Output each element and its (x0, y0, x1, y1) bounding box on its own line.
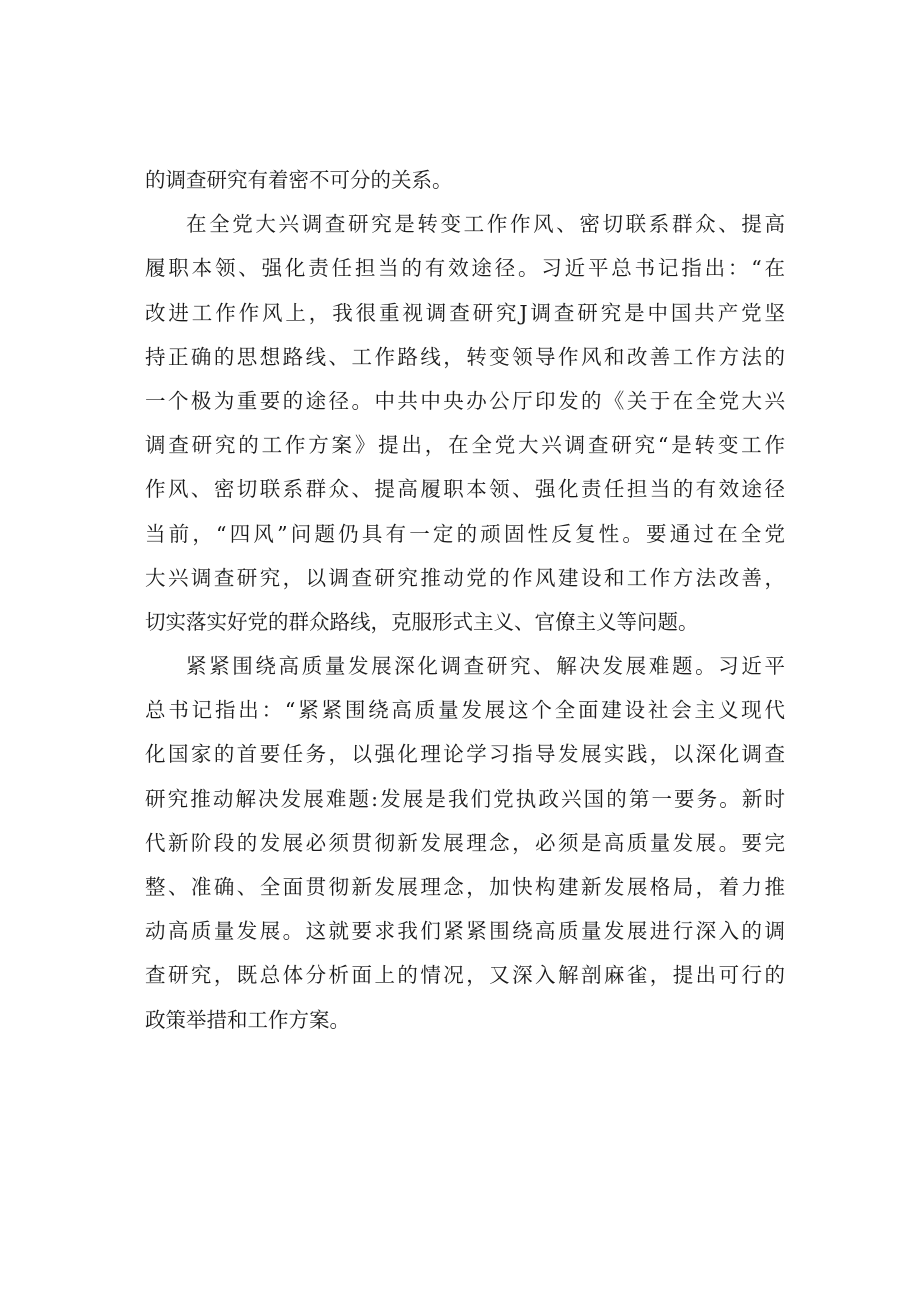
document-body (145, 158, 785, 1042)
text-line: 研究推动解决发展难题:发展是我们党执政兴国的第一要务。新时 (145, 786, 785, 811)
text-line: 一个极为重要的途径。中共中央办公厅印发的《关于在全党大兴 (145, 388, 785, 413)
text-line: 动高质量发展。这就要求我们紧紧围绕高质量发展进行深入的调 (145, 919, 785, 944)
text-line: 作风、密切联系群众、提高履职本领、强化责任担当的有效途径 (145, 477, 785, 502)
paragraph-first-line: 在全党大兴调查研究是转变工作作风、密切联系群众、提高 (186, 212, 785, 237)
text-line: 查研究，既总体分析面上的情况，又深入解剖麻雀，提出可行的 (145, 963, 785, 988)
text-line: 切实落实好党的群众路线，克服形式主义、官僚主义等问题。 (145, 609, 699, 634)
text-line: 政策举措和工作方案。 (145, 1007, 350, 1032)
text-line: 当前，“四风”问题仍具有一定的顽固性反复性。要通过在全党 (145, 521, 785, 546)
text-line: 大兴调查研究，以调查研究推动党的作风建设和工作方法改善， (145, 565, 785, 590)
text-line: 调查研究的工作方案》提出，在全党大兴调查研究“是转变工作 (145, 433, 785, 458)
paragraph-first-line: 紧紧围绕高质量发展深化调查研究、解决发展难题。习近平 (186, 654, 785, 679)
text-line: 的调查研究有着密不可分的关系。 (145, 168, 453, 192)
text-line: 改进工作作风上，我很重视调查研究J调查研究是中国共产党坚 (145, 300, 785, 325)
text-line: 履职本领、强化责任担当的有效途径。习近平总书记指出：“在 (145, 256, 785, 281)
text-line: 代新阶段的发展必须贯彻新发展理念，必须是高质量发展。要完 (145, 830, 785, 855)
text-line: 化国家的首要任务，以强化理论学习指导发展实践，以深化调查 (145, 742, 785, 767)
text-line: 整、准确、全面贯彻新发展理念，加快构建新发展格局，着力推 (145, 875, 785, 899)
text-line: 持正确的思想路线、工作路线，转变领导作风和改善工作方法的 (145, 344, 785, 369)
text-line: 总书记指出：“紧紧围绕高质量发展这个全面建设社会主义现代 (145, 698, 785, 723)
